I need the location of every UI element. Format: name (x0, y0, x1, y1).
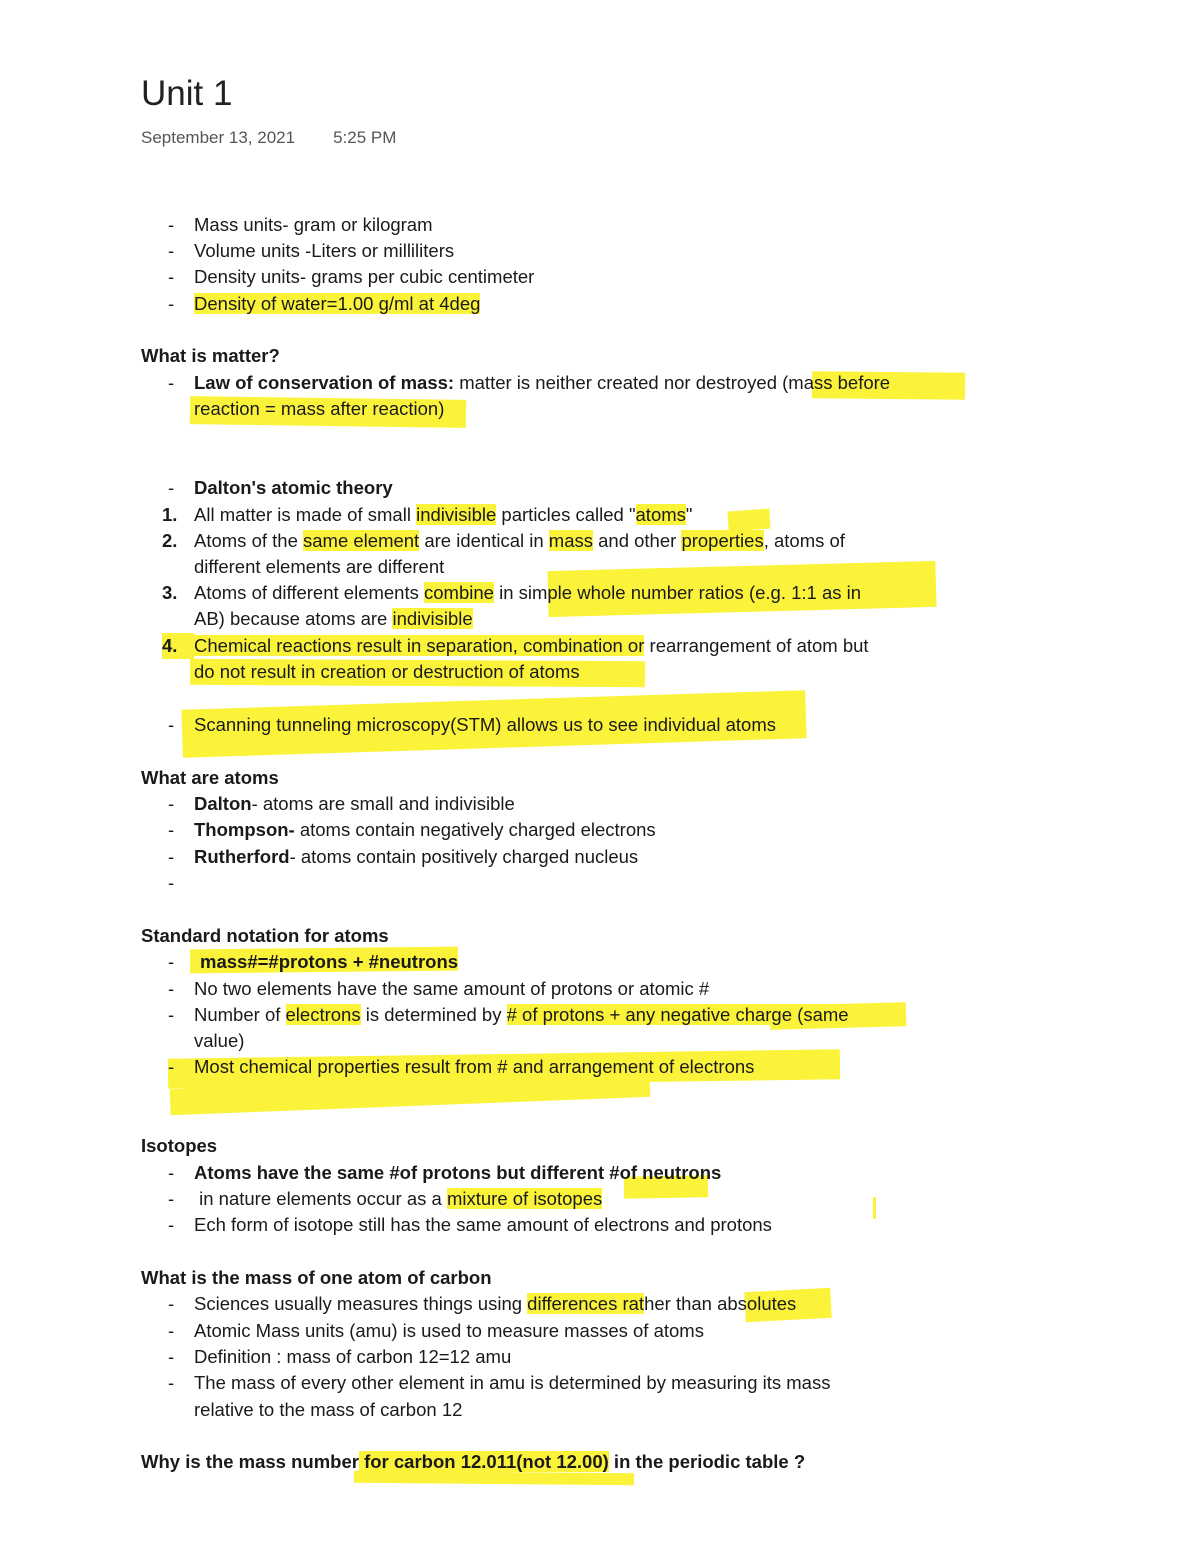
section-heading: What are atoms (141, 767, 279, 788)
list-item: - Density units- grams per cubic centimeter (168, 266, 535, 287)
list-item-continued: value) (194, 1030, 245, 1051)
list-item: - Law of conservation of mass: matter is neither created nor destroyed (mass before (168, 372, 891, 393)
highlight-stroke (873, 1197, 876, 1219)
list-item: - Dalton- atoms are small and indivisible (168, 793, 515, 814)
section-heading: What is matter? (141, 345, 280, 366)
list-item: - No two elements have the same amount of protons or atomic # (168, 978, 710, 999)
list-item-continued: reaction = mass after reaction) (194, 398, 445, 419)
list-item-continued: relative to the mass of carbon 12 (194, 1399, 463, 1420)
list-item: - Volume units -Liters or milliliters (168, 240, 455, 261)
numbered-item-continued: AB) because atoms are indivisible (194, 608, 473, 629)
list-item: - Number of electrons is determined by # of protons + any negative charge (same (168, 1004, 849, 1025)
numbered-item: 1. All matter is made of small indivisible particles called "atoms" (162, 504, 693, 525)
numbered-item-continued: different elements are different (194, 556, 445, 577)
list-item: - in nature elements occur as a mixture of isotopes (168, 1188, 603, 1209)
page-time: 5:25 PM (333, 128, 397, 147)
list-item: - Atoms have the same #of protons but different #of neutrons (168, 1162, 722, 1183)
note-page: Unit 1 September 13, 2021 5:25 PM - Mass units- gram or kilogram - Volume units -Liters or milliliters - Density units- grams per cubic centimeter - Density of water=1.00 g/ml at 4deg What is matter? - Law of conservation of mass: matter is neither created nor destroyed (mass before reaction = mass after reaction) - Dalton's atomic theory 1. All matter is made of small indivisible particles called "atoms" 2. Atoms of the same element are identical in mass and other properties, atoms of different elements are different 3. Atoms of different elements combine in simple whole number ratios (e.g. 1:1 as in AB) because atoms are indivisible 4. Chemical reactions result in separation, combination or rearrangement of atom but do not result in creation or destruction of atoms - Scanning tunneling microscopy(STM) allows us to see individual atoms What are atoms - Dalton- atoms are small and indivisible - Thompson- atoms contain negatively charged electrons - Rutherford- atoms contain positively charged nucleus - Standard notation for atoms - mass#=#protons + #neutrons - No two elements have the same amount of protons or atomic # - Number of electrons is determined by # of protons + any negative charge (same value) - Most chemical properties result from # and arrangement of electrons Isotopes - Atoms have the same #of protons but different #of neutrons - in nature elements occur as a mixture of isotopes - Ech form of isotope still has the same amount of electrons and protons What is the mass of one atom of carbon - Sciences usually measures things using differences rather than absolutes - Atomic Mass units (amu) is used to measure masses of atoms - Definition : mass of carbon 12=12 amu - The mass of every other element in amu is determined by measuring its mass relative to the mass of carbon 12 Why is the mass number for carbon 12.011(not 12.00) in the periodic table ? (0, 0, 1200, 1553)
list-item: - Dalton's atomic theory (168, 477, 393, 498)
numbered-item: 4. Chemical reactions result in separation, combination or rearrangement of atom but (194, 633, 869, 659)
list-item: - Mass units- gram or kilogram (168, 214, 433, 235)
list-item: - Ech form of isotope still has the same amount of electrons and protons (168, 1214, 772, 1235)
section-heading: Standard notation for atoms (141, 925, 389, 946)
section-heading: Why is the mass number for carbon 12.011(not 12.00) in the periodic table ? (141, 1451, 806, 1472)
section-heading: Isotopes (141, 1135, 218, 1156)
numbered-item: 2. Atoms of the same element are identical in mass and other properties, atoms of (162, 530, 845, 551)
page-timestamp (141, 128, 396, 148)
page-date: September 13, 2021 (141, 128, 296, 147)
numbered-item: 3. Atoms of different elements combine in simple whole number ratios (e.g. 1:1 as in (162, 582, 862, 603)
list-item: - Atomic Mass units (amu) is used to measure masses of atoms (168, 1320, 704, 1341)
list-item: - Definition : mass of carbon 12=12 amu (168, 1346, 512, 1367)
list-item: - The mass of every other element in amu is determined by measuring its mass (168, 1372, 831, 1393)
list-item: - Thompson- atoms contain negatively charged electrons (168, 819, 656, 840)
list-item: - Scanning tunneling microscopy(STM) allows us to see individual atoms (168, 714, 776, 735)
list-item: - Most chemical properties result from # and arrangement of electrons (168, 1056, 755, 1077)
page-title: Unit 1 (141, 74, 233, 113)
section-heading: What is the mass of one atom of carbon (141, 1267, 492, 1288)
list-item: - Density of water=1.00 g/ml at 4deg (168, 293, 481, 314)
list-item: - mass#=#protons + #neutrons (168, 951, 459, 972)
list-item: - Rutherford- atoms contain positively charged nucleus (168, 846, 639, 867)
list-item: - Sciences usually measures things using differences rather than absolutes (168, 1293, 797, 1314)
numbered-item-continued: do not result in creation or destruction of atoms (194, 661, 580, 682)
